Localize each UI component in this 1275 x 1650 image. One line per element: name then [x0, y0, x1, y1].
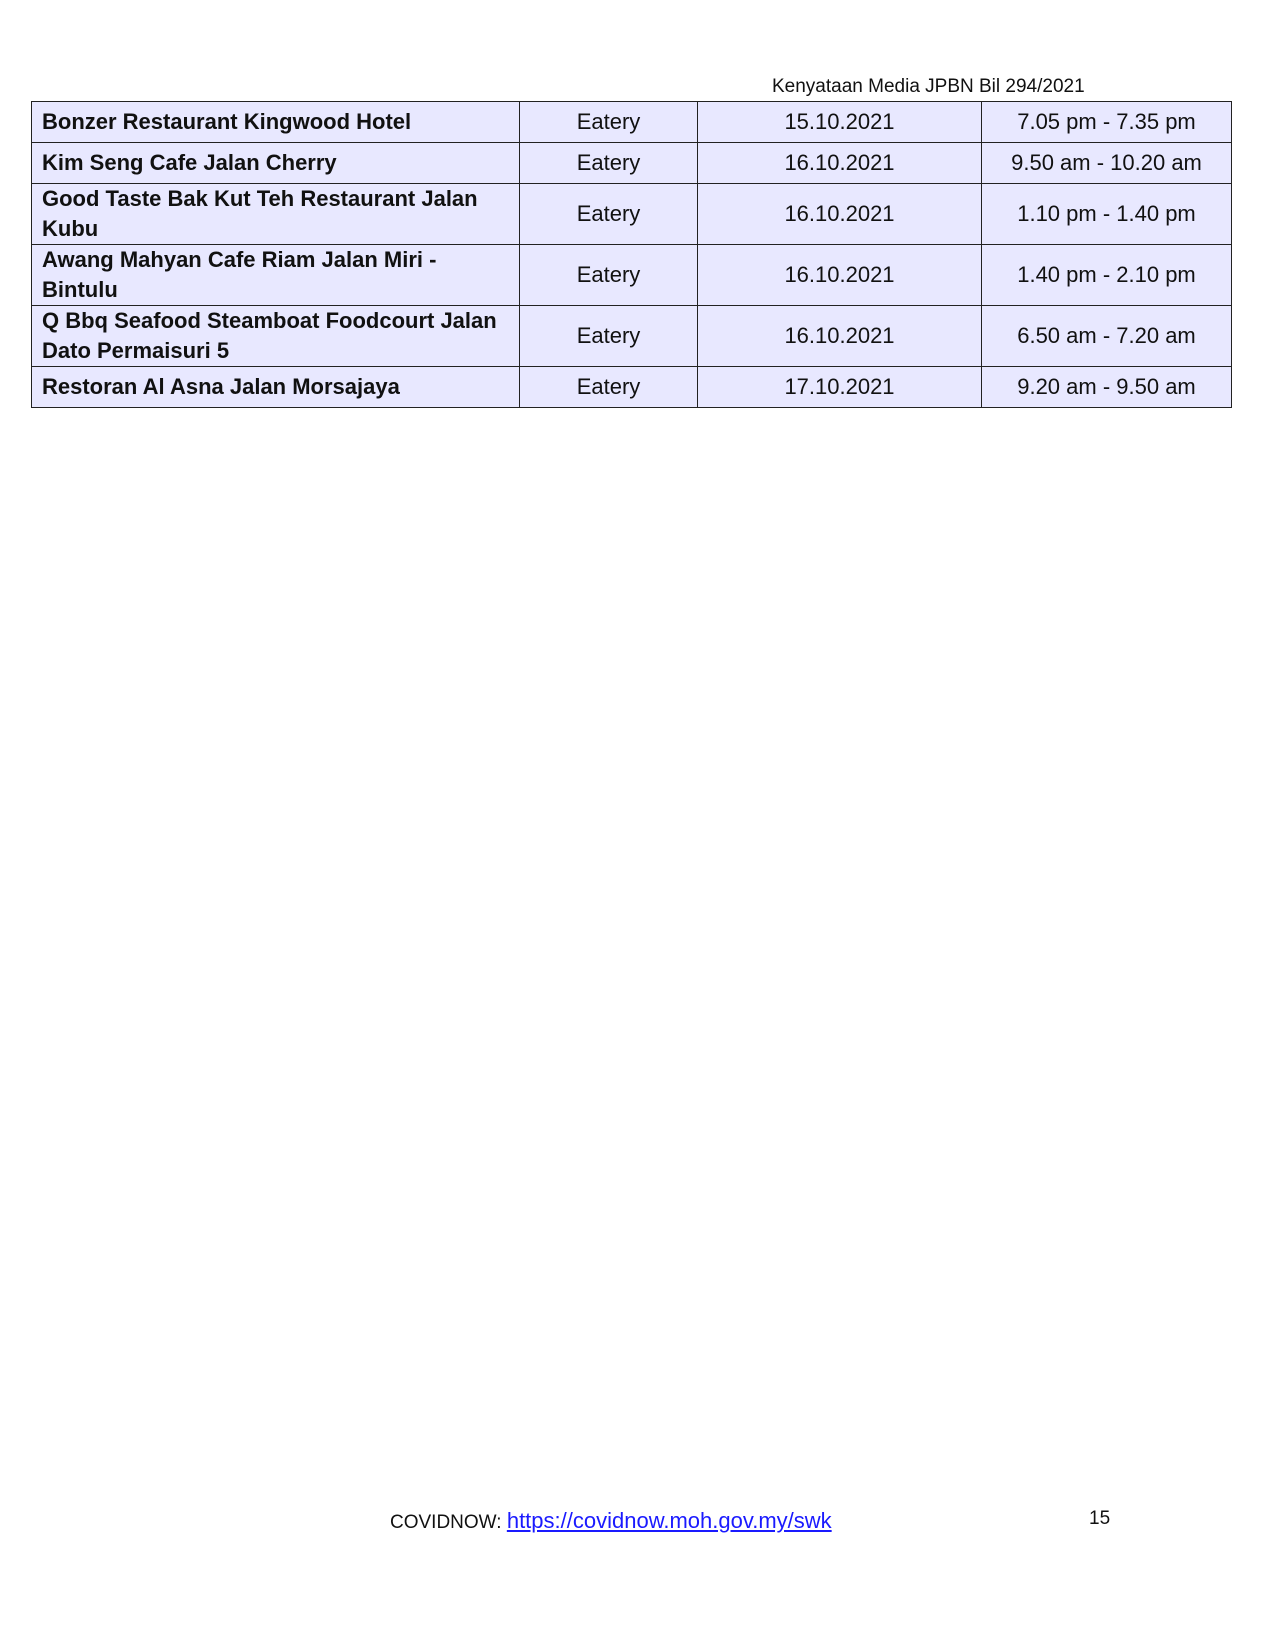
venue-category: Eatery: [520, 245, 698, 306]
venue-category: Eatery: [520, 306, 698, 367]
exposure-sites-table: [31, 101, 1232, 408]
visit-date: 16.10.2021: [698, 306, 982, 367]
visit-date: 16.10.2021: [698, 245, 982, 306]
venue-name: Q Bbq Seafood Steamboat Foodcourt Jalan Dato Permaisuri 5: [32, 306, 520, 367]
visit-time: 9.20 am - 9.50 am: [982, 367, 1232, 408]
venue-name: Restoran Al Asna Jalan Morsajaya: [32, 367, 520, 408]
table-row: [32, 306, 1232, 367]
visit-time: 7.05 pm - 7.35 pm: [982, 102, 1232, 143]
venue-name: Kim Seng Cafe Jalan Cherry: [32, 143, 520, 184]
footer-label: COVIDNOW:: [390, 1512, 507, 1533]
document-reference: Kenyataan Media JPBN Bil 294/2021: [772, 76, 1085, 97]
table-row: [32, 143, 1232, 184]
venue-name: Good Taste Bak Kut Teh Restaurant Jalan Kubu: [32, 184, 520, 245]
visit-time: 1.40 pm - 2.10 pm: [982, 245, 1232, 306]
visit-date: 16.10.2021: [698, 143, 982, 184]
visit-date: 16.10.2021: [698, 184, 982, 245]
page-number: 15: [1089, 1508, 1111, 1529]
venue-category: Eatery: [520, 143, 698, 184]
venue-category: Eatery: [520, 102, 698, 143]
visit-time: 6.50 am - 7.20 am: [982, 306, 1232, 367]
table-row: [32, 245, 1232, 306]
visit-time: 1.10 pm - 1.40 pm: [982, 184, 1232, 245]
footer: [390, 1508, 832, 1534]
visit-date: 17.10.2021: [698, 367, 982, 408]
covidnow-link[interactable]: https://covidnow.moh.gov.my/swk: [506, 1508, 832, 1533]
venue-category: Eatery: [520, 367, 698, 408]
venue-name: Awang Mahyan Cafe Riam Jalan Miri - Bintulu: [32, 245, 520, 306]
venue-category: Eatery: [520, 184, 698, 245]
table-row: [32, 184, 1232, 245]
table-row: [32, 367, 1232, 408]
table-row: [32, 102, 1232, 143]
visit-time: 9.50 am - 10.20 am: [982, 143, 1232, 184]
venue-name: Bonzer Restaurant Kingwood Hotel: [32, 102, 520, 143]
visit-date: 15.10.2021: [698, 102, 982, 143]
